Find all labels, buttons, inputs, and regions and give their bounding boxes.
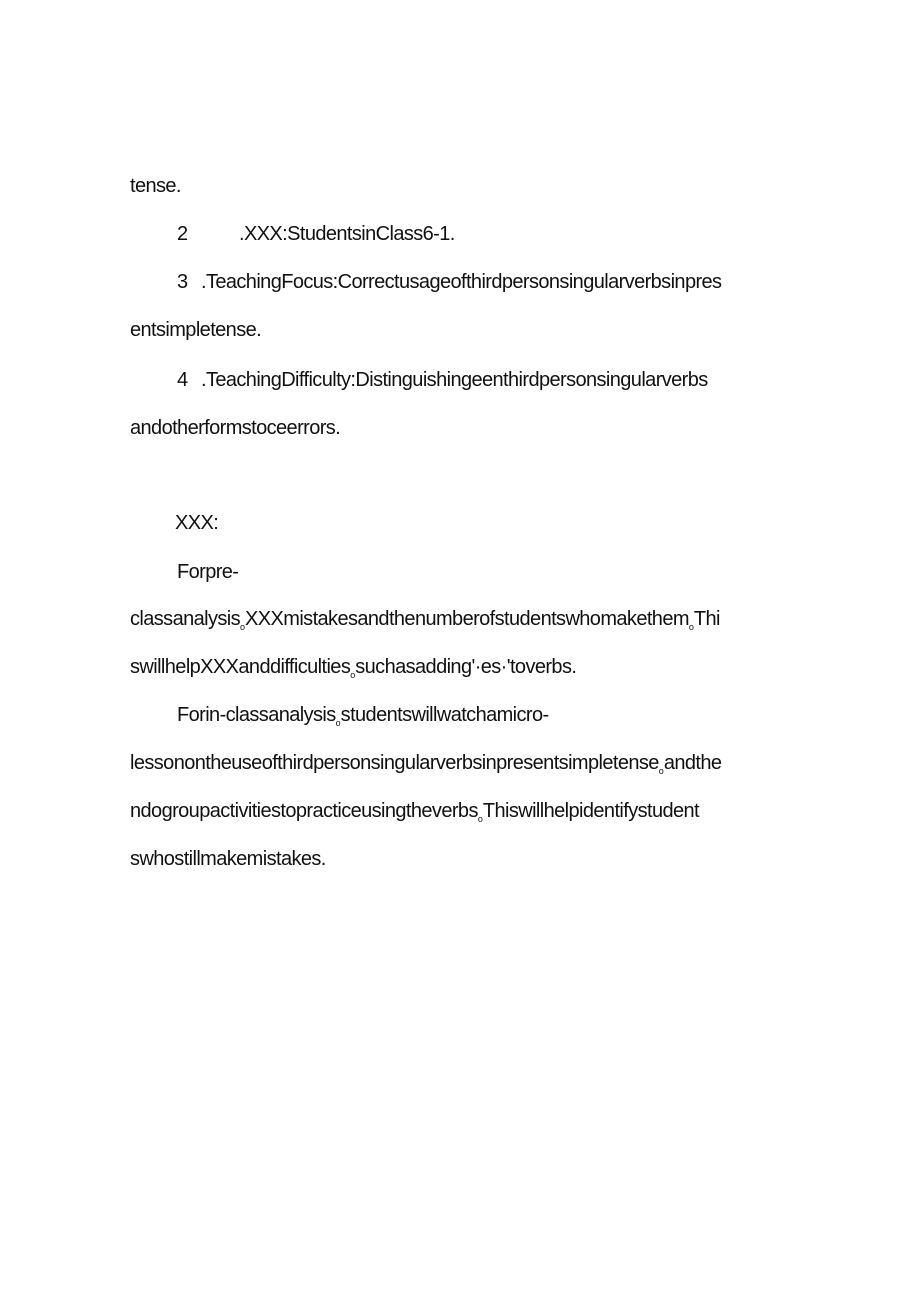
separator-mark: o xyxy=(658,766,664,776)
intro-continued-line: tense. xyxy=(130,175,181,197)
item-text-line-1: .TeachingDifficulty:Distinguishingeenthirdpersonsingularverbs xyxy=(201,369,708,391)
item-number: 2 xyxy=(177,223,189,245)
section-heading: XXX: xyxy=(175,512,219,534)
item-text-line-1: .TeachingFocus:Correctusageofthirdpersonsingularverbsinpres xyxy=(201,271,722,293)
separator-mark: o xyxy=(240,622,246,632)
separator-mark: o xyxy=(477,814,483,824)
paragraph-line: lessonontheuseofthirdpersonsingularverbsinpresentsimpletense$_o$andthe xyxy=(130,752,722,776)
paragraph-line: swillhelpXXXanddifficulties$_o$suchasadding'·es·'toverbs. xyxy=(130,656,577,680)
paragraph-line: classanalysis$_o$XXXmistakesandthenumberofstudentswhomakethem$_o$Thi xyxy=(130,608,720,632)
paragraph-line: Forin-classanalysis$_o$studentswillwatchamicro- xyxy=(177,704,549,728)
paragraph-line: ndogroupactivitiestopracticeusingtheverbs$_o$Thiswillhelpidentifystudent xyxy=(130,800,700,824)
paragraph-line: Forpre- xyxy=(177,561,239,583)
item-text-line-2: andotherformstoceerrors. xyxy=(130,417,341,439)
item-text-line-2: entsimpletense. xyxy=(130,319,262,341)
paragraph-line: swhostillmakemistakes. xyxy=(130,848,326,870)
separator-mark: o xyxy=(335,718,341,728)
separator-mark: o xyxy=(350,670,356,680)
separator-mark: o xyxy=(688,622,694,632)
item-number: 4 xyxy=(177,369,189,391)
item-number: 3 xyxy=(177,271,189,293)
item-text: .XXX:StudentsinClass6-1. xyxy=(239,223,455,245)
